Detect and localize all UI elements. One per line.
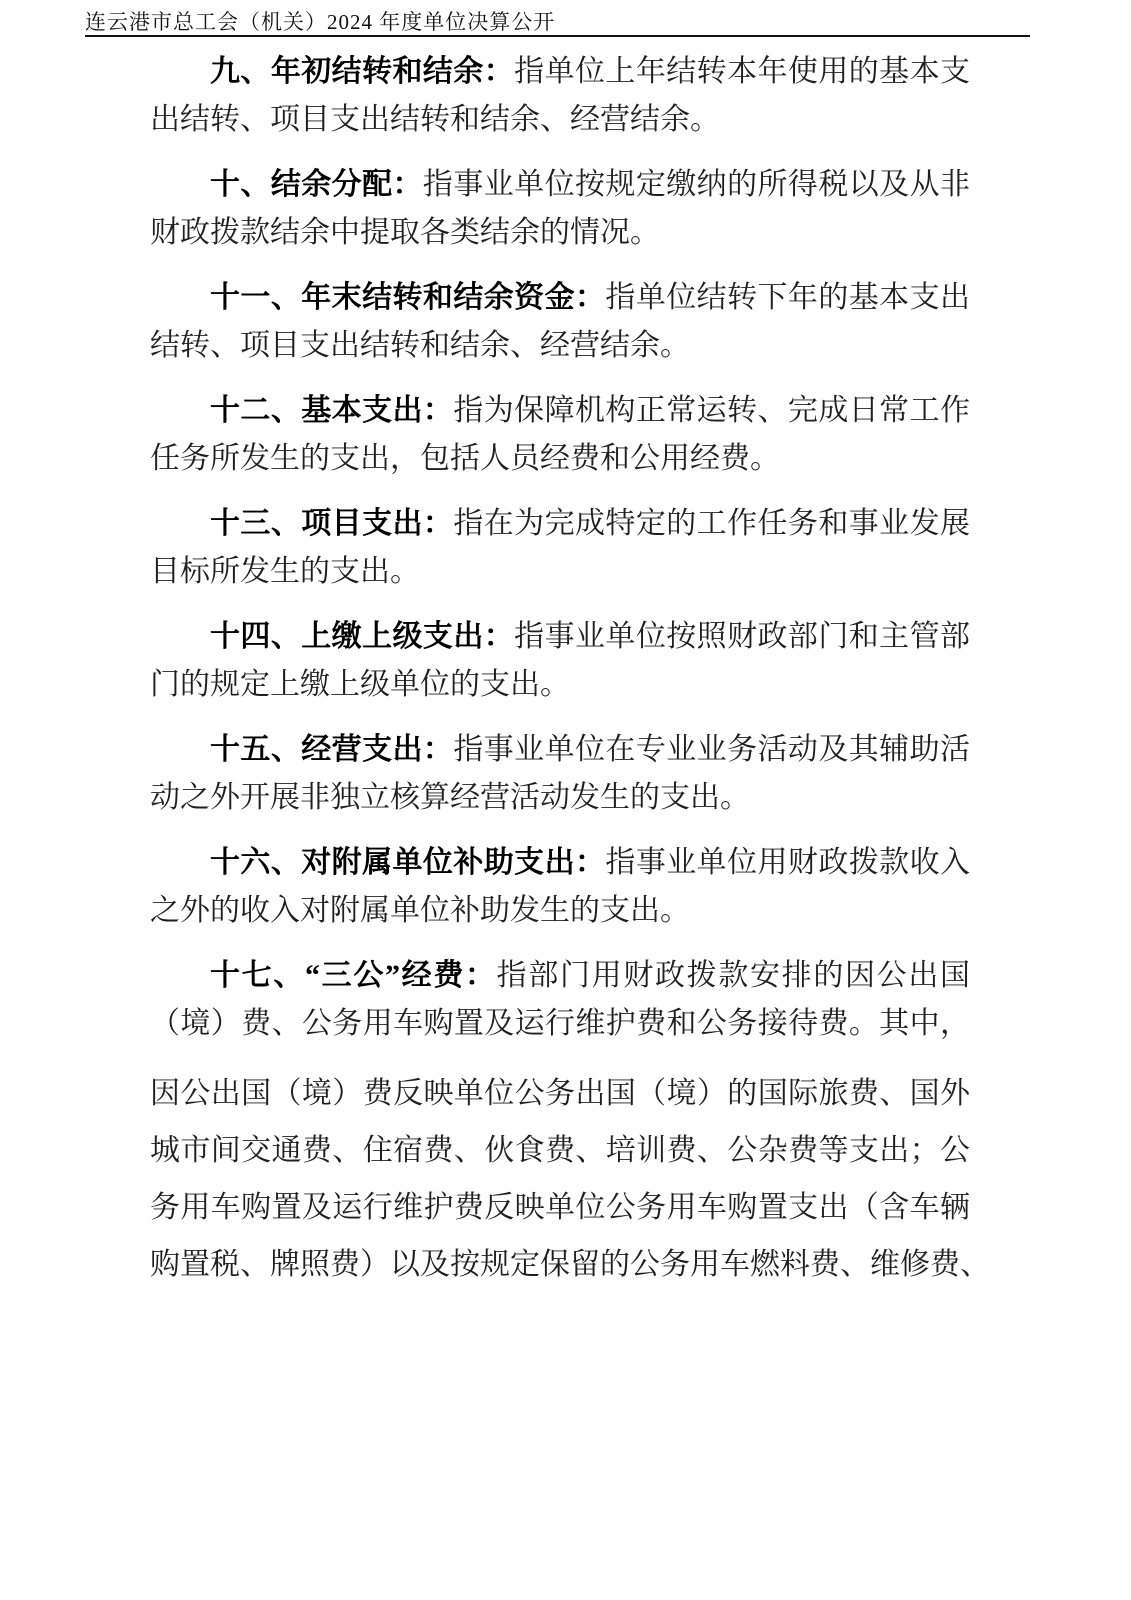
paragraph-line: 之外的收入对附属单位补助发生的支出。 bbox=[150, 894, 690, 927]
definition-paragraph-9 bbox=[150, 48, 970, 144]
paragraph-line: （境）费、公务用车购置及运行维护费和公务接待费。其中， bbox=[150, 1007, 970, 1040]
term-label: 十、结余分配： bbox=[210, 168, 423, 201]
term-label: 十一、年末结转和结余资金： bbox=[210, 281, 606, 314]
paragraph-line: 任务所发生的支出，包括人员经费和公用经费。 bbox=[150, 442, 780, 475]
term-label: 十三、项目支出： bbox=[210, 507, 454, 540]
paragraph-line: 城市间交通费、住宿费、伙食费、培训费、公杂费等支出；公 bbox=[150, 1134, 970, 1167]
definition-paragraph-15 bbox=[150, 726, 970, 822]
paragraph-text: 指事业单位用财政拨款收入 bbox=[605, 846, 971, 879]
term-label: 十七、“三公”经费： bbox=[210, 959, 497, 992]
header-rule bbox=[85, 35, 1030, 37]
paragraph-line bbox=[150, 952, 970, 1000]
definition-paragraph-13 bbox=[150, 500, 970, 596]
paragraph-text: 指单位上年结转本年使用的基本支 bbox=[514, 55, 971, 88]
continuation-paragraph bbox=[150, 1065, 990, 1293]
paragraph-line: 门的规定上缴上级单位的支出。 bbox=[150, 668, 570, 701]
paragraph-line bbox=[150, 161, 970, 209]
document-body bbox=[150, 48, 990, 1293]
term-label: 十四、上缴上级支出： bbox=[210, 620, 515, 653]
page-header bbox=[85, 10, 1030, 34]
paragraph-line bbox=[150, 839, 970, 887]
paragraph-line bbox=[150, 726, 970, 774]
paragraph-text: 指事业单位按照财政部门和主管部 bbox=[514, 620, 971, 653]
paragraph-line bbox=[150, 274, 970, 322]
paragraph-text: 指事业单位在专业业务活动及其辅助活 bbox=[453, 733, 971, 766]
paragraph-line bbox=[150, 387, 970, 435]
term-label: 十五、经营支出： bbox=[210, 733, 454, 766]
paragraph-line bbox=[150, 500, 970, 548]
paragraph-line: 结转、项目支出结转和结余、经营结余。 bbox=[150, 329, 690, 362]
paragraph-line: 因公出国（境）费反映单位公务出国（境）的国际旅费、国外 bbox=[150, 1077, 970, 1110]
definition-paragraph-17 bbox=[150, 952, 970, 1048]
paragraph-line: 动之外开展非独立核算经营活动发生的支出。 bbox=[150, 781, 750, 814]
paragraph-line: 购置税、牌照费）以及按规定保留的公务用车燃料费、维修费、 bbox=[150, 1248, 990, 1281]
paragraph-line: 务用车购置及运行维护费反映单位公务用车购置支出（含车辆 bbox=[150, 1191, 970, 1224]
term-label: 九、年初结转和结余： bbox=[210, 55, 515, 88]
definition-paragraph-11 bbox=[150, 274, 970, 370]
page-header-title: 连云港市总工会（机关）2024 年度单位决算公开 bbox=[85, 10, 556, 34]
term-label: 十六、对附属单位补助支出： bbox=[210, 846, 606, 879]
paragraph-text: 指在为完成特定的工作任务和事业发展 bbox=[453, 507, 971, 540]
paragraph-line bbox=[150, 613, 970, 661]
definition-paragraph-14 bbox=[150, 613, 970, 709]
paragraph-text: 指为保障机构正常运转、完成日常工作 bbox=[453, 394, 971, 427]
paragraph-text: 指事业单位按规定缴纳的所得税以及从非 bbox=[422, 168, 971, 201]
paragraph-line: 目标所发生的支出。 bbox=[150, 555, 420, 588]
paragraph-line: 财政拨款结余中提取各类结余的情况。 bbox=[150, 216, 660, 249]
paragraph-line: 出结转、项目支出结转和结余、经营结余。 bbox=[150, 103, 720, 136]
paragraph-text: 指部门用财政拨款安排的因公出国 bbox=[496, 959, 971, 992]
term-label: 十二、基本支出： bbox=[210, 394, 454, 427]
definition-paragraph-10 bbox=[150, 161, 970, 257]
definition-paragraph-16 bbox=[150, 839, 970, 935]
definition-paragraph-12 bbox=[150, 387, 970, 483]
paragraph-text: 指单位结转下年的基本支出 bbox=[605, 281, 971, 314]
paragraph-line bbox=[150, 48, 970, 96]
